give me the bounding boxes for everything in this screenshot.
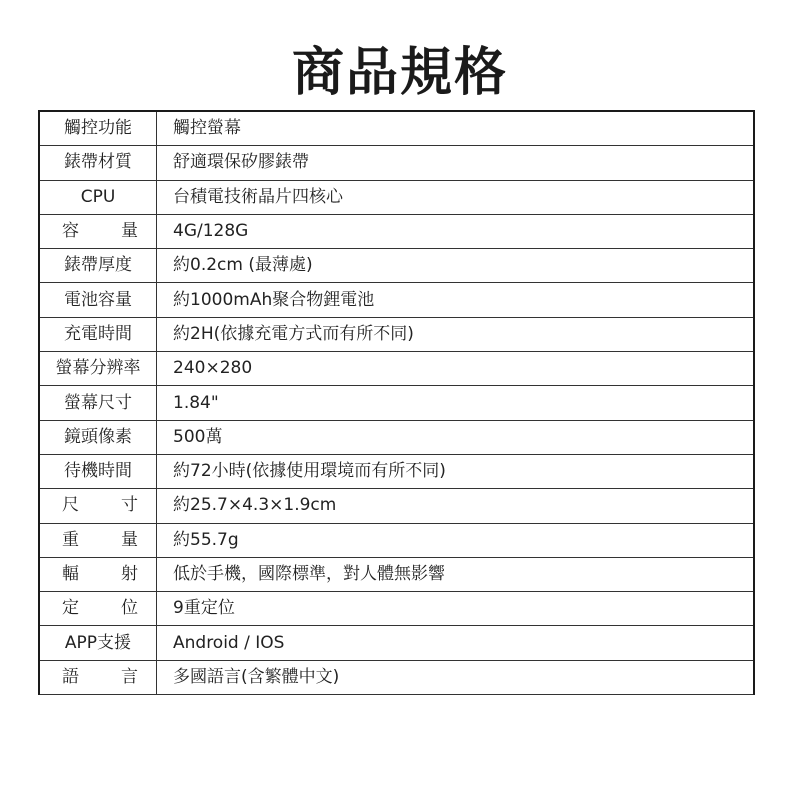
spec-value: 約55.7g (157, 523, 755, 557)
spec-row (39, 489, 754, 523)
spec-row (39, 180, 754, 214)
spec-row (39, 557, 754, 591)
spec-label: 螢幕尺寸 (39, 386, 157, 420)
page-title: 商品規格 (291, 43, 508, 103)
spec-row (39, 111, 754, 146)
spec-value: 約2H(依據充電方式而有所不同) (157, 317, 755, 351)
spec-row (39, 283, 754, 317)
spec-label: 語 言 (39, 660, 157, 694)
spec-value: 低於手機，國際標準，對人體無影響 (157, 557, 755, 591)
spec-value: 500萬 (157, 420, 755, 454)
spec-value: 9重定位 (157, 592, 755, 626)
spec-label: 輻 射 (39, 557, 157, 591)
spec-value: 約72小時(依據使用環境而有所不同) (157, 454, 755, 488)
spec-label: 待機時間 (39, 454, 157, 488)
spec-row (39, 592, 754, 626)
spec-row (39, 214, 754, 248)
spec-label: 重 量 (39, 523, 157, 557)
spec-label: 電池容量 (39, 283, 157, 317)
spec-label: 錶帶厚度 (39, 249, 157, 283)
spec-value: 約0.2cm (最薄處) (157, 249, 755, 283)
spec-table (38, 110, 755, 695)
spec-value: 4G/128G (157, 214, 755, 248)
spec-label: 定 位 (39, 592, 157, 626)
spec-label: 容 量 (39, 214, 157, 248)
spec-table-body (39, 111, 754, 695)
spec-value: 約25.7×4.3×1.9cm (157, 489, 755, 523)
spec-value: 約1000mAh聚合物鋰電池 (157, 283, 755, 317)
spec-row (39, 386, 754, 420)
spec-value: 台積電技術晶片四核心 (157, 180, 755, 214)
spec-row (39, 420, 754, 454)
spec-row (39, 317, 754, 351)
spec-row (39, 454, 754, 488)
spec-label: 尺 寸 (39, 489, 157, 523)
spec-row (39, 249, 754, 283)
spec-label: 鏡頭像素 (39, 420, 157, 454)
spec-row (39, 352, 754, 386)
spec-value: 觸控螢幕 (157, 111, 755, 146)
spec-label: 錶帶材質 (39, 146, 157, 180)
spec-value: 240×280 (157, 352, 755, 386)
spec-label: 充電時間 (39, 317, 157, 351)
spec-row (39, 626, 754, 660)
spec-label: 觸控功能 (39, 111, 157, 146)
spec-value: Android / IOS (157, 626, 755, 660)
spec-label: 螢幕分辨率 (39, 352, 157, 386)
spec-row (39, 523, 754, 557)
spec-row (39, 660, 754, 694)
spec-value: 舒適環保矽膠錶帶 (157, 146, 755, 180)
spec-label: APP支援 (39, 626, 157, 660)
spec-value: 多國語言(含繁體中文) (157, 660, 755, 694)
spec-row (39, 146, 754, 180)
spec-value: 1.84" (157, 386, 755, 420)
spec-label: CPU (39, 180, 157, 214)
